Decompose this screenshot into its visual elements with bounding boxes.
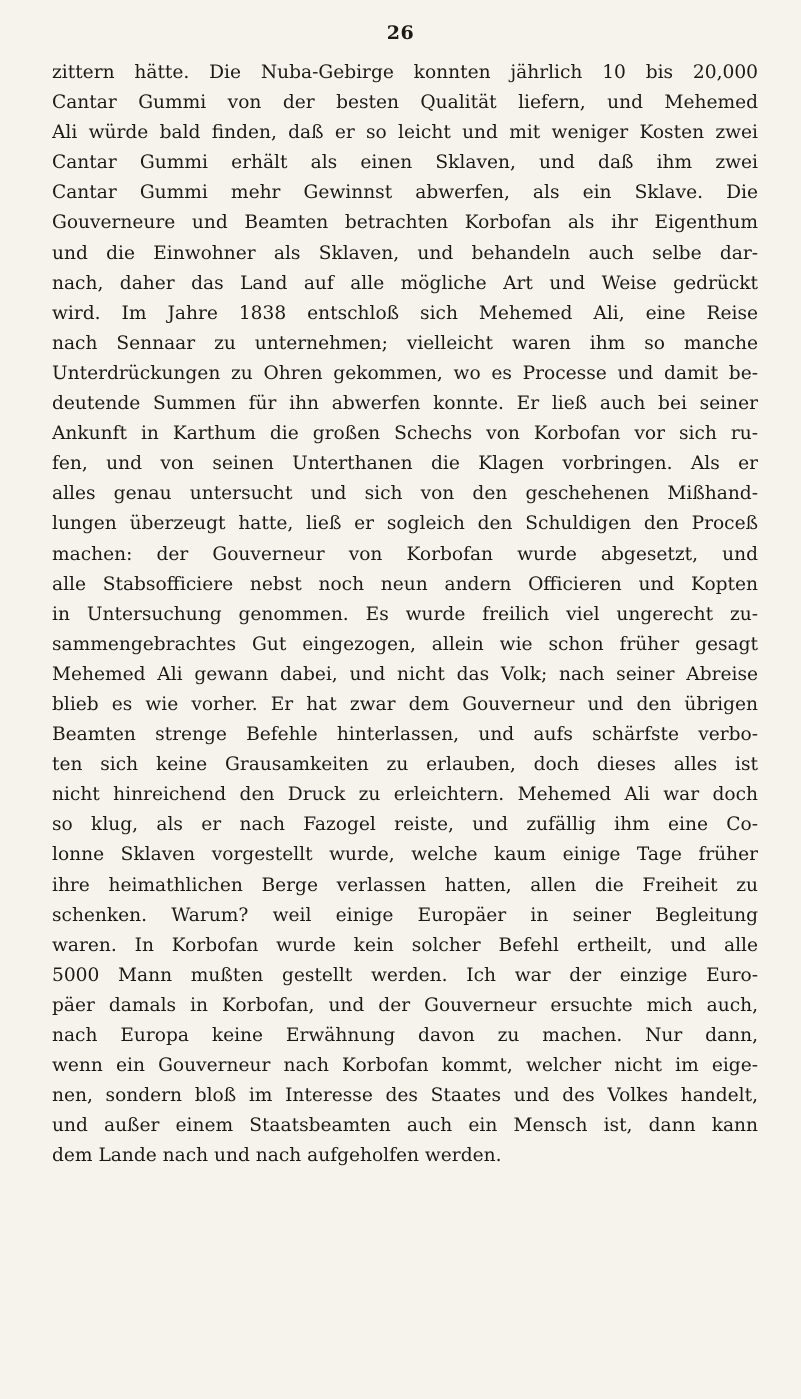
text-line: päer damals in Korbofan, und der Gouverneur ersuchte mich auch, <box>52 994 758 1016</box>
text-line: ihre heimathlichen Berge verlassen hatten, allen die Freiheit zu <box>52 874 758 896</box>
text-line: nen, sondern bloß im Interesse des Staates und des Volkes handelt, <box>52 1085 758 1107</box>
text-line: Gouverneure und Beamten betrachten Korbofan als ihr Eigenthum <box>52 212 758 234</box>
text-line: lungen überzeugt hatte, ließ er sogleich den Schuldigen den Proceß <box>52 513 758 535</box>
text-line: Cantar Gummi mehr Gewinnst abwerfen, als ein Sklave. Die <box>52 182 758 204</box>
text-line: waren. In Korbofan wurde kein solcher Befehl ertheilt, und alle <box>52 934 758 956</box>
text-line: Ankunft in Karthum die großen Schechs von Korbofan vor sich ru- <box>52 423 758 445</box>
text-line: in Untersuchung genommen. Es wurde freilich viel ungerecht zu- <box>52 603 758 625</box>
text-line: zittern hätte. Die Nuba-Gebirge konnten jährlich 10 bis 20,000 <box>52 62 758 83</box>
text-line: schenken. Warum? weil einige Europäer in seiner Begleitung <box>52 904 758 926</box>
text-line: Mehemed Ali gewann dabei, und nicht das Volk; nach seiner Abreise <box>52 663 758 685</box>
text-line: nicht hinreichend den Druck zu erleichtern. Mehemed Ali war doch <box>52 784 758 806</box>
text-line: wenn ein Gouverneur nach Korbofan kommt, welcher nicht im eige- <box>52 1055 758 1077</box>
text-line: Ali würde bald finden, daß er so leicht und mit weniger Kosten zwei <box>52 122 758 144</box>
text-line: blieb es wie vorher. Er hat zwar dem Gouverneur und den übrigen <box>52 693 758 715</box>
text-line: Cantar Gummi erhält als einen Sklaven, und daß ihm zwei <box>52 152 758 174</box>
text-line: und die Einwohner als Sklaven, und behandeln auch selbe dar- <box>52 242 758 264</box>
text-line: wird. Im Jahre 1838 entschloß sich Mehemed Ali, eine Reise <box>52 302 758 324</box>
text-line: und außer einem Staatsbeamten auch ein Mensch ist, dann kann <box>52 1115 758 1137</box>
text-line: dem Lande nach und nach aufgeholfen werden. <box>52 1145 502 1167</box>
text-line: 5000 Mann mußten gestellt werden. Ich war der einzige Euro- <box>52 964 758 986</box>
text-line: alle Stabsofficiere nebst noch neun andern Officieren und Kopten <box>52 573 758 595</box>
text-line: Cantar Gummi von der besten Qualität liefern, und Mehemed <box>52 92 758 114</box>
text-line: Beamten strenge Befehle hinterlassen, und aufs schärfste verbo- <box>52 724 758 746</box>
text-line: alles genau untersucht und sich von den geschehenen Mißhand- <box>52 483 758 505</box>
text-line: machen: der Gouverneur von Korbofan wurde abgesetzt, und <box>52 543 758 565</box>
body-text <box>52 58 758 1171</box>
text-line: ten sich keine Grausamkeiten zu erlauben, doch dieses alles ist <box>52 754 758 776</box>
text-line: deutende Summen für ihn abwerfen konnte. Er ließ auch bei seiner <box>52 393 758 415</box>
text-line: Unterdrückungen zu Ohren gekommen, wo es Processe und damit be- <box>52 362 758 384</box>
text-line: sammengebrachtes Gut eingezogen, allein wie schon früher gesagt <box>52 633 758 655</box>
text-line: lonne Sklaven vorgestellt wurde, welche kaum einige Tage früher <box>52 844 758 866</box>
text-line: fen, und von seinen Unterthanen die Klagen vorbringen. Als er <box>52 453 758 475</box>
text-line: so klug, als er nach Fazogel reiste, und zufällig ihm eine Co- <box>52 814 758 836</box>
text-line: nach, daher das Land auf alle mögliche Art und Weise gedrückt <box>52 272 758 294</box>
page-number: 26 <box>386 22 415 44</box>
text-line: nach Sennaar zu unternehmen; vielleicht waren ihm so manche <box>52 332 758 354</box>
text-line: nach Europa keine Erwähnung davon zu machen. Nur dann, <box>52 1025 758 1046</box>
